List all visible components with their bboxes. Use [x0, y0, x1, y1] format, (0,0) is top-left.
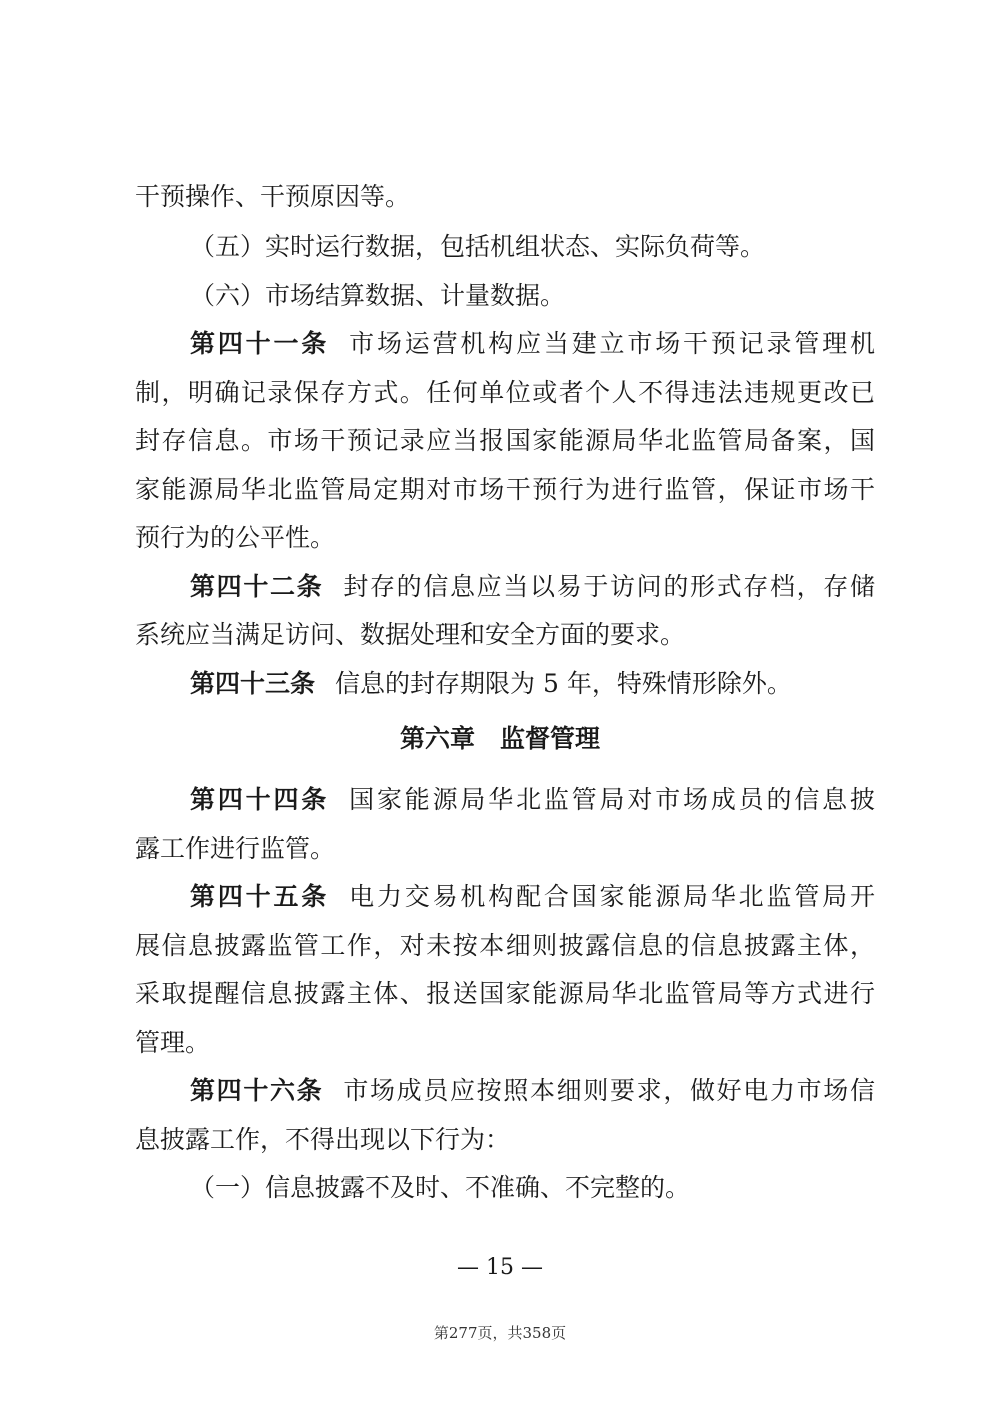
- article-45: 第四十五条 电力交易机构配合国家能源局华北监管局开: [190, 882, 875, 911]
- text-line: 采取提醒信息披露主体、报送国家能源局华北监管局等方式进行: [135, 979, 875, 1008]
- page-number: — 15 —: [457, 1255, 543, 1280]
- text-line: （六）市场结算数据、计量数据。: [190, 281, 566, 310]
- page-footer: 第277页，共358页: [433, 1324, 567, 1342]
- text-line: （一）信息披露不及时、不准确、不完整的。: [190, 1173, 691, 1202]
- text-line: 封存信息。市场干预记录应当报国家能源局华北监管局备案，国: [135, 426, 875, 455]
- article-number: 第四十三条: [190, 669, 316, 698]
- text-line: 预行为的公平性。: [135, 523, 336, 552]
- text-line: 干预操作、干预原因等。: [135, 182, 411, 211]
- article-number: 第四十二条: [190, 572, 324, 601]
- text-line: 制，明确记录保存方式。任何单位或者个人不得违法违规更改已: [135, 378, 875, 407]
- article-41: 第四十一条 市场运营机构应当建立市场干预记录管理机: [190, 329, 875, 358]
- text-line: 家能源局华北监管局定期对市场干预行为进行监管，保证市场干: [135, 475, 875, 504]
- text-line: （五）实时运行数据，包括机组状态、实际负荷等。: [190, 232, 766, 261]
- article-number: 第四十六条: [190, 1076, 324, 1105]
- chapter-heading: 第六章 监督管理: [399, 724, 600, 753]
- article-42: 第四十二条 封存的信息应当以易于访问的形式存档，存储: [190, 572, 875, 601]
- article-number: 第四十五条: [190, 882, 330, 911]
- article-43: 第四十三条 信息的封存期限为 5 年，特殊情形除外。: [190, 669, 792, 698]
- article-number: 第四十一条: [190, 329, 330, 358]
- text-line: 系统应当满足访问、数据处理和安全方面的要求。: [135, 620, 686, 649]
- article-44: 第四十四条 国家能源局华北监管局对市场成员的信息披: [190, 785, 875, 814]
- article-46: 第四十六条 市场成员应按照本细则要求，做好电力市场信: [190, 1076, 875, 1105]
- article-number: 第四十四条: [190, 785, 330, 814]
- text-line: 展信息披露监管工作，对未按本细则披露信息的信息披露主体，: [135, 931, 875, 960]
- text-line: 露工作进行监管。: [135, 834, 336, 863]
- text-line: 管理。: [135, 1028, 211, 1057]
- text-line: 息披露工作，不得出现以下行为：: [135, 1125, 511, 1154]
